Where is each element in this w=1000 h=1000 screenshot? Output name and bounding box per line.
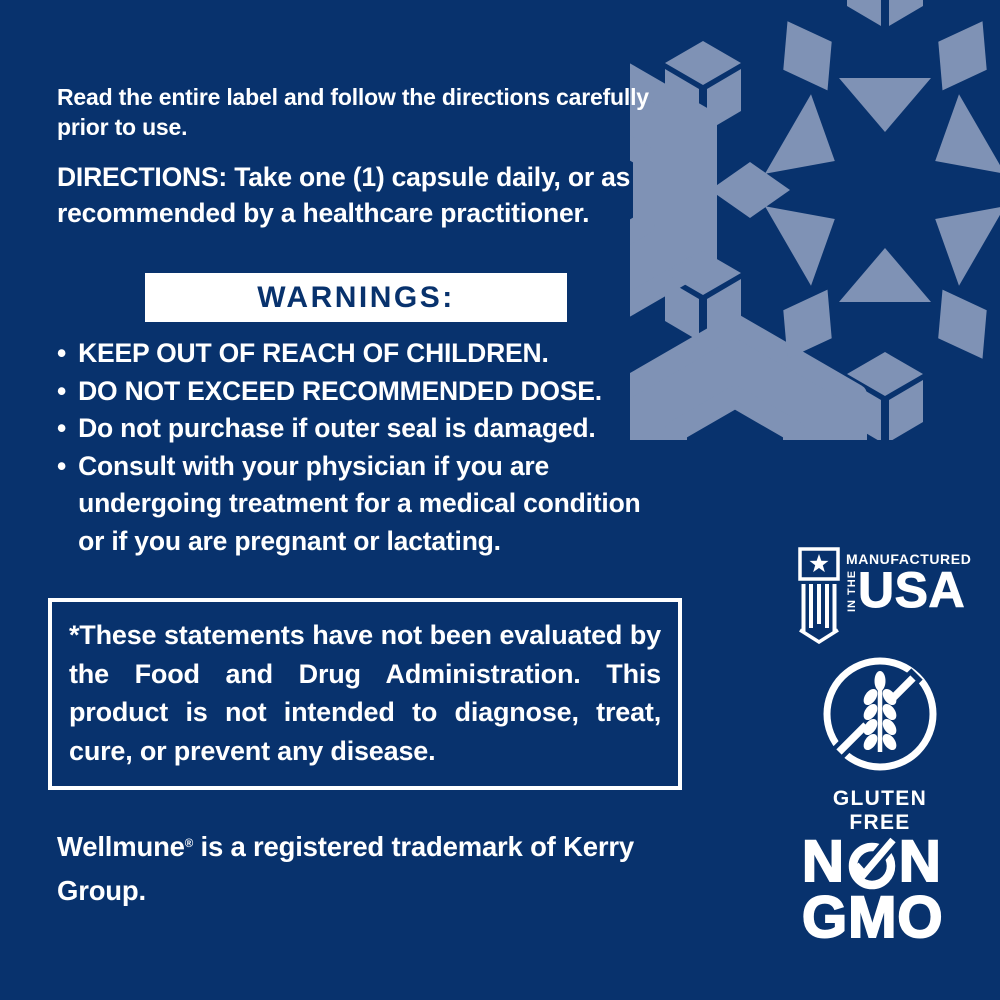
in-the-label: IN THE <box>846 569 858 613</box>
warnings-item-text: KEEP OUT OF REACH OF CHILDREN. <box>78 338 549 368</box>
pattern-diamond <box>938 21 986 90</box>
pattern-triangle <box>765 206 835 286</box>
pattern-diamond <box>938 290 987 359</box>
bullet-icon: • <box>57 450 67 481</box>
warnings-item-text: Do not purchase if outer seal is damaged. <box>78 413 596 443</box>
directions-label: DIRECTIONS: <box>57 162 228 192</box>
pattern-triangle <box>765 94 835 174</box>
trademark-note <box>57 828 677 910</box>
warnings-list <box>57 335 647 560</box>
pattern-triangle <box>839 248 931 302</box>
usa-label: USA <box>858 562 966 618</box>
gmo-line: GMO <box>802 885 944 950</box>
pattern-triangle <box>839 78 931 132</box>
pattern-triangle <box>935 206 1000 286</box>
bullet-icon: • <box>57 413 67 443</box>
warnings-item-text: Consult with your physician if you are undergoing treatment for a medical condition or if you are pregnant or lactating. <box>78 450 641 556</box>
bullet-icon: • <box>57 375 67 406</box>
pattern-diamond <box>783 290 831 359</box>
warnings-item <box>57 335 647 373</box>
made-in-usa-badge <box>797 546 971 644</box>
bullet-icon: • <box>57 338 67 368</box>
pattern-diamond <box>783 21 831 90</box>
label-text-column <box>57 82 702 910</box>
usa-badge-text <box>846 546 972 618</box>
warnings-item <box>57 410 647 448</box>
warnings-item <box>57 448 647 561</box>
directions-text <box>57 159 685 231</box>
warnings-header <box>145 273 567 322</box>
non-letter-n-left: N <box>802 829 845 894</box>
manufactured-label: MANUFACTURED <box>846 551 972 567</box>
pattern-cube <box>847 352 923 440</box>
wheat-icon <box>861 671 899 753</box>
fda-disclaimer-text: *These statements have not been evaluated by the Food and Drug Administration. This product is not intended to diagnose, treat, cure, or prevent any disease. <box>69 620 661 766</box>
non-line <box>802 829 944 894</box>
gluten-free-icon <box>818 652 942 776</box>
non-letter-n-right: N <box>898 829 942 894</box>
registered-symbol: ® <box>184 838 194 851</box>
gluten-free-badge <box>800 652 960 835</box>
pattern-triangle <box>935 94 1000 174</box>
pattern-cube <box>847 0 923 26</box>
non-gmo-badge <box>802 829 944 950</box>
trademark-rest: is a registered trademark of Kerry Group. <box>57 831 634 906</box>
usa-flag-icon <box>797 546 841 644</box>
warnings-item <box>57 373 647 411</box>
trademark-brand: Wellmune <box>57 831 185 862</box>
intro-text: Read the entire label and follow the directions carefully prior to use. <box>57 84 649 140</box>
fda-disclaimer-box <box>48 598 682 790</box>
gluten-free-label: GLUTEN FREE <box>832 787 928 834</box>
warnings-title: WARNINGS: <box>257 280 455 314</box>
warnings-item-text: DO NOT EXCEED RECOMMENDED DOSE. <box>78 375 602 406</box>
checked-o-icon <box>847 839 897 889</box>
directions-body: Take one (1) capsule daily, or as recommended by a healthcare practitioner. <box>57 162 631 228</box>
